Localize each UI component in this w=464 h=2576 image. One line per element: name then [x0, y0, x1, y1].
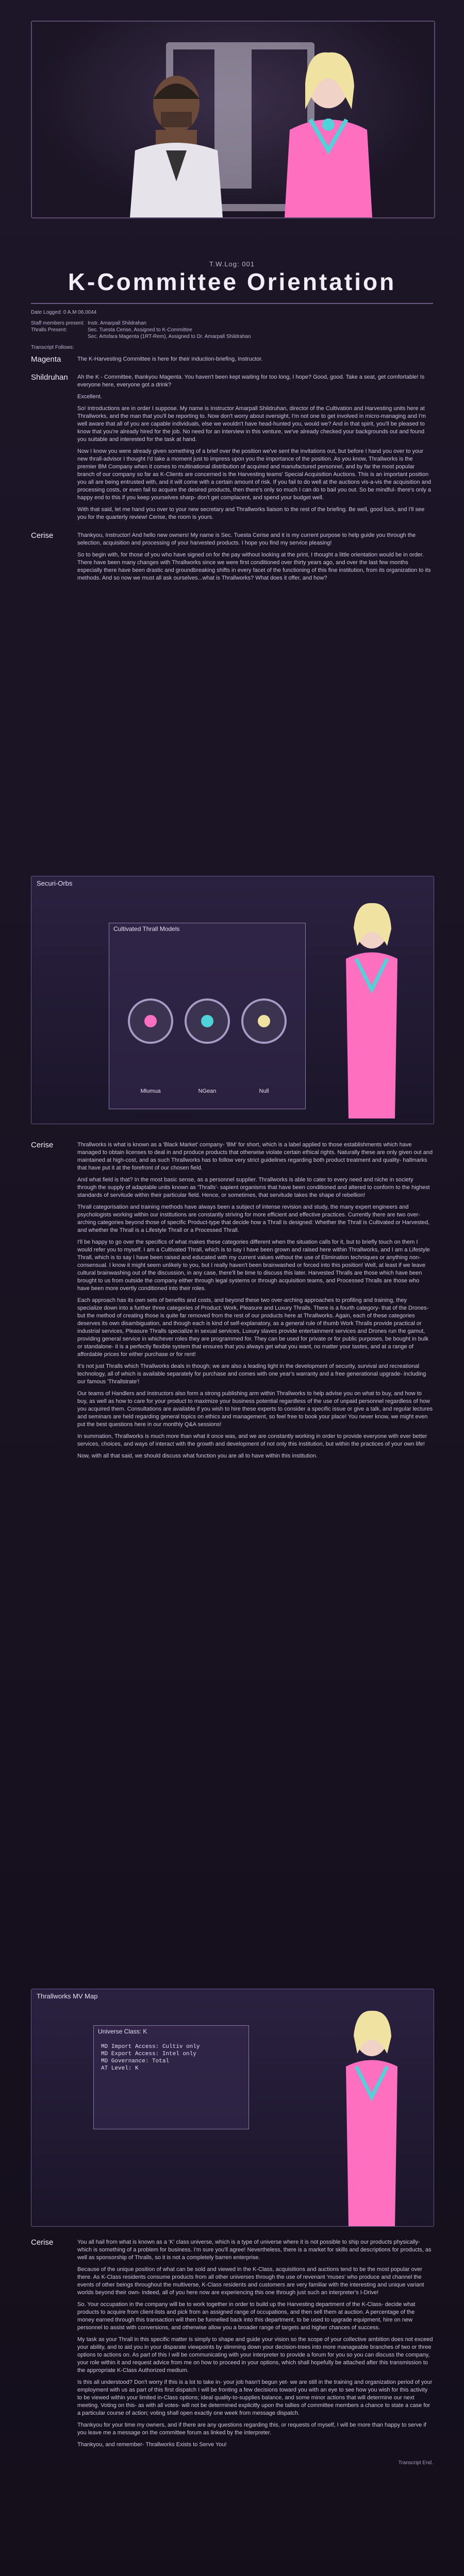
panel-title: Securi-Orbs [37, 879, 73, 887]
speaker-name: Cerise [31, 2238, 54, 2247]
stat-value: Intel only [162, 2051, 196, 2057]
dialogue-line: Our teams of Handlers and Instructors also form a strong publishing arm within Thrallworks to help advise you on what to buy, and how to buy, as well as how to care for your product to maximize your business potential regardless of the use of unpaid personnel regardless of how you acquired them. Consultations are available if you wish to hire these experts to consider a specific issue or give a talk, and regular lectures and seminars are held regarding general topics on ethics and management, so feel free to book your place! You never know, we might even put the best questions here in our monthly Q&A sessions! [77, 1391, 433, 1428]
panel-title: Thrallworks MV Map [37, 1992, 98, 2000]
model-label: Null [259, 1088, 269, 1094]
log-metadata [31, 309, 433, 351]
dialogue-line: Is this all understood? Don't worry if this is a lot to take in- your job hasn't begun yet- we are still in the training and organization period of your employment with us as part of this first dispatch I will be fronting a few decisions toward you with an eye to see how you wish for this activity to be viewed within your limited in-Class options; ideal quality-to-supplies balance, and some minor actions that will determine our next meeting. Voting on this- as with all votes- will not be determined explicitly upon the tallies of committee members a chance to state a case for a particular course of action; voting shall open exactly one week from message dispatch. [77, 2379, 433, 2416]
shildruhan-portrait [125, 63, 228, 217]
thrall-models-box [109, 923, 306, 1109]
universe-class-box [93, 2025, 249, 2129]
stat-label: AT Level: [101, 2065, 132, 2072]
stat-value: Cultiv only [162, 2044, 200, 2050]
dialogue-line: The K-Harvesting Committee is here for their induction-briefing, Instructor. [77, 356, 263, 362]
dialogue-line: So. Your occupation in the company will be to work together in order to build up the Harvesting department of the K-Class- decide what products to acquire from client-lists and pick from an assigned range of occupations, and then sell them at auction. A percentage of the money earned through this transaction will then be funnelled back into this department, to be used to upgrade equipment, hire on new personnel to assist with conversions, and otherwise allow you a broader range of targets and higher chances of success. [77, 2301, 416, 2331]
dialogue-line: Excellent. [77, 394, 102, 400]
orb-models-illustration [120, 949, 295, 1078]
dialogue-line: Thankyou, and remember- Thrallworks Exists to Serve You! [77, 2442, 227, 2448]
dialogue-line: So to begin with, for those of you who have signed on for the pay without looking at the print, I thought a little orientation would be in order. There have been many changes with Thrallworks since we were first conditioned over thirty years ago, and over the last few months especially there have been drastic and groundbreaking shifts in every facet of the functioning of this fine institution, from its organization to its methods. And so now we must all ask ourselves...what is Thrallworks? What does it offer, and how? [77, 552, 431, 581]
dialogue-line: And what field is that? In the most basic sense, as a personnel supplier. Thrallworks is able to cater to every need and niche in society through the supply of adaptable units known as 'Thralls'- sapient organisms that have been conditioned and altered to conform to the highest standards of servitude within their particular field. Hence, or sometimes, that servitude takes the shape of rebellion! [77, 1177, 430, 1198]
universe-stats [101, 2043, 200, 2072]
model-label: NGean [198, 1088, 217, 1094]
staff-member: Sec. Tuesta Cerise, Assigned to K-Committee [88, 327, 192, 333]
dialogue-line: In summation, Thrallworks is much more than what it once was, and we are constantly working in order to provide everyone with ever better services, choices, and ways of interact with the growth and development of not only this institution, but within the practices of your own life! [77, 1433, 427, 1447]
thrall-label: Thralls Present: [31, 327, 68, 333]
staff-member: Sec. Artofara Magenta (1RT-Rem), Assigned to Dr. Amarpall Shildrahan [88, 334, 251, 340]
dialogue-line: My task as your Thrall in this specific matter is simply to shape and guide your vision so the scope of your collective ambition does not exceed your ability, and to aid you in your disparate viewpoints by slimming down your decision-trees into more manageable branches of two or three options to actions on. As part of this I will be communicating with your interpreter to provide a forum for you so you can discuss the company, your role within it and request advice from me on how to proceed in your options, which shall hopefully be attached after this transmission to the appropriate K-Class Authorized medium. [77, 2336, 433, 2374]
speaker-name: Cerise [31, 1141, 54, 1149]
transcript-entry [31, 532, 433, 586]
stat-label: MD Governance: [101, 2058, 149, 2064]
securi-orbs-panel [31, 876, 434, 1124]
staff-member: Instr. Amarpall Shildrahan [88, 320, 146, 326]
dialogue-line: Each approach has its own sets of benefits and costs, and beyond these two over-arching approaches to profiling and training, they specialize down into a further three categories of Product: Work, Pleasure and Luxury Thralls. There is a fourth category- that of the Drones- but the method of creating those is quite far removed from the rest of our products here at Thrallworks. Again, each of these categories deserves its own disambiguation, and though each is kind of self-explanatory, as a general rule of thumb Work Thralls provide practical or industrial services, Pleasure Thralls specialize in sexual services, Luxury slaves provide entertainment services and Drones run the gamut, providing general service in whichever roles they are programmed for. They can be used for private or for public purposes, be bought in bulk or standalone- it is a perfectly flexible system that ensures that you always get what you want, no matter your tastes, and at a range of affordable prices for either purchase or for rent! [77, 1297, 429, 1358]
transcript-label: Transcript Follows: [31, 345, 74, 350]
speaker-name: Shildruhan [31, 373, 68, 382]
models-title: Cultivated Thrall Models [113, 925, 180, 933]
dialogue-line: So! Introductions are in order I suppose. My name is Instructor Amarpall Shildruhan, director of the Cultivation and Harvesting units here at Thrallworks, and the man that you'll be reporting to. Now don't worry about oversight, I'm not one to get involved in micro-managing and I'm well aware that all of you are capable individuals, else we wouldn't have head-hunted you, would we? And in that spirit, you'll be pleased to know that you're already hired for the job. No need for an interview in this venture, we've already checked your backgrounds out and found you suitable and interested for the task at hand. [77, 405, 426, 443]
dialogue-line: Thrall categorisation and training methods have always been a subject of intense revision and study, the many expert engineers and psychologists working within our institutions are constantly striving for more efficient and effective practices. Currently there are two over-arching categories beyond those of specific Product-type that decide how a Thrall is designed: Whether the Thrall is Cultivated or Harvested, and whether the Thrall is a Lifestyle Thrall or a Processed Thrall. [77, 1204, 430, 1233]
dialogue-line: Because of the unique position of what can be sold and viewed in the K-Class, acquisitions and auctions tend to be the most popular over there. As K-Class residents consume products from all other universes through the use of revenant 'muses' who produce and channel the events of other beings throughout the multiverse, K-Class residents and customers are very familiar with the interesting and unique variant worlds beyond their own- indeed, all of you here now are experiencing this one through just such an interpreter's I-Drive! [77, 2266, 424, 2296]
stat-value: K [135, 2065, 139, 2072]
cerise-figure [320, 897, 423, 1118]
dialogue-line: With that said, let me hand you over to your new secretary and Thrallworks liaison to the rest of the briefing. Be well, good luck, and I'll see you for the quarterly review! Cerise, the room is yours. [77, 506, 425, 520]
dialogue-line: Thankyou for your time my owners, and if there are any questions regarding this, or requests of myself, I will be more than happy to serve if you leave me a message on the committee forum as linked by the interpreter. [77, 2422, 426, 2436]
dialogue-line: I'll be happy to go over the specifics of what makes these categories different when the situation calls for it, but to briefly touch on them I would refer you to myself. I am a Cultivated Thrall, which is to say I have been grown and raised here within Thrallworks, and I am a Lifestyle Thrall, which is to say I have been raised and educated with my current values without the use of Elimination techniques or anything non-consensual. I know it might seem unlikely to you, but I really haven't been brainwashed or forced into this position! Well, at least if we leave cultural brainwashing out of the discussion, in any case, there'll be time to discuss this later. Harvested Thralls are those which have been brought to us from outside the company either through legal systems or through acquisition teams, and Processed Thralls are those who have been more overtly conditioned into their roles. [77, 1239, 430, 1292]
cerise-figure [320, 2005, 423, 2226]
universe-class-title: Universe Class: K [98, 2028, 147, 2035]
log-id: T.W.Log: 001 [209, 260, 255, 268]
transcript-part-2 [31, 1141, 433, 1470]
dialogue-line: You all hail from what is known as a 'K' class universe, which is a type of universe where it is not possible to ship our products physically- which is something of a problem for business. I'm sure you'll agree! Nevertheless, there is a market for skills and descriptions for products, as well as sponsorship of Thralls, so it is not a completely barren enterprise. [77, 2239, 432, 2261]
transcript-entry [31, 1141, 433, 1464]
speaker-name: Magenta [31, 355, 61, 364]
header-illustration [31, 21, 435, 218]
dialogue-line: It's not just Thralls which Thrallworks deals in though; we are also a leading light in the development of security, survival and recreational technology, all of which is available separately for purchase and comes with one year's warranty and a free generational upgrade- including our famous 'Thrallstrate'! [77, 1363, 426, 1385]
staff-label: Staff members present: [31, 320, 85, 326]
transcript-part-3 [31, 2239, 433, 2467]
mv-map-panel [31, 1989, 434, 2227]
dialogue-line: Now, with all that said, we should discuss what function you are all to have within this institution. [77, 1453, 318, 1459]
model-label: Mlumua [140, 1088, 161, 1094]
dialogue-line: Thankyou, Instructor! And hello new owners! My name is Sec. Tuesta Cerise and it is my current purpose to help guide you through the selection, acquisition and processing of your harvested products. I hope you find my service pleasing! [77, 532, 416, 546]
transcript-entry [31, 2239, 433, 2453]
cerise-portrait [274, 47, 383, 217]
stat-value: Total [152, 2058, 170, 2064]
transcript-entry [31, 355, 433, 367]
stat-label: MD Import Access: [101, 2044, 159, 2050]
stat-label: MD Export Access: [101, 2051, 159, 2057]
dialogue-line: Ah the K - Committee, thankyou Magenta. You haven't been kept waiting for too long, I hope? Good, good. Take a seat, get comfortable! Is everyone here, everyone got a drink? [77, 374, 425, 388]
dialogue-line: Now I know you were already given something of a brief over the position we've sent the invitations out, but before I hand you over to your new thrall-advisor I thought I'd take a moment just to impress upon you the importance of the position. As you know, Thrallworks is the premier BM Company when it comes to multinational distribution of acquired and manufactured personnel, and by far the most popular branch of our company so far as K-Clients are concerned is the Harvesting teams' Special Acquisition Auctions. This is an important position you all are being entrusted with, and it will come with a certain amount of risk. If you fail to do well at the auctions vis-a-vis the acquisition and processing costs, or even fail to acquire the desired products, then there's only so much I can do to bail you out. So be mindful- there's only a happy end to this if you keep yourselves sharp- don't get complacent, and spend your budget well. [77, 448, 432, 501]
transcript-entry [31, 374, 433, 526]
page-title: K-Committee Orientation [68, 268, 396, 295]
dialogue-line: Thrallworks is what is known as a 'Black Market' company- 'BM' for short, which is a label applied to those establishments which have managed to obtain licenses to deal in and produce products that otherwise violate certain ethical rights. Naturally these are only given out and maintained at high-cost, and as such Thrallworks has to follow very strict guidelines regarding both product treatment and quality- hallmarks that have put it at the forefront of our chosen field. [77, 1142, 433, 1171]
date-logged: Date Logged: 0 A.M 06.0044 [31, 310, 97, 315]
transcript-part-1 [31, 355, 433, 592]
speaker-name: Cerise [31, 531, 54, 540]
title-divider [31, 303, 433, 304]
transcript-end: Transcript End. [398, 2460, 433, 2466]
